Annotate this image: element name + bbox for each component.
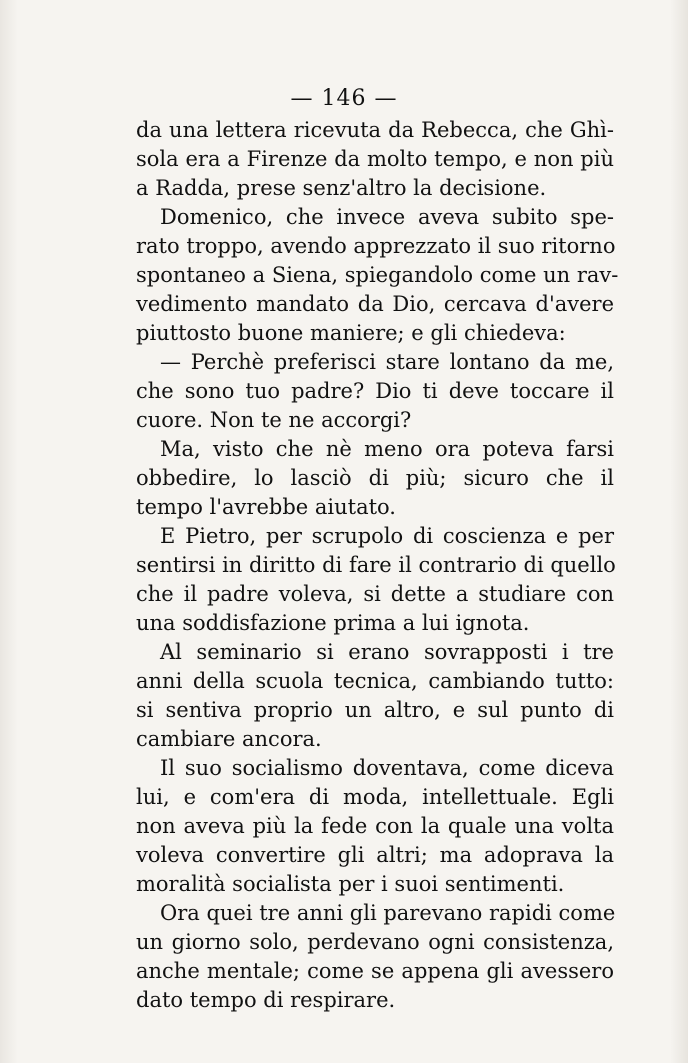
paragraph-8 bbox=[136, 899, 614, 1015]
text-line: anche mentale; come se appena gli avessero bbox=[136, 959, 614, 983]
text-line: Ora quei tre anni gli parevano rapidi come bbox=[160, 901, 616, 925]
text-line: a Radda, prese senz'altro la decisione. bbox=[136, 176, 547, 200]
text-line: che il padre voleva, si dette a studiare con bbox=[136, 582, 614, 606]
text-line: Domenico, che invece aveva subito spe- bbox=[160, 205, 614, 229]
text-line: E Pietro, per scrupolo di coscienza e per bbox=[160, 524, 614, 548]
text-line: rato troppo, avendo apprezzato il suo ritorno bbox=[136, 234, 616, 258]
text-line: voleva convertire gli altri; ma adoprava la bbox=[136, 843, 614, 867]
paragraph-3 bbox=[136, 348, 614, 435]
text-line: cuore. Non te ne accorgi? bbox=[136, 408, 412, 432]
text-line: lui, e com'era di moda, intellettuale. Egli bbox=[136, 785, 614, 809]
paragraph-4 bbox=[136, 435, 614, 522]
paragraph-5 bbox=[136, 522, 614, 638]
text-line: Il suo socialismo doventava, come diceva bbox=[160, 756, 614, 780]
paragraph-2 bbox=[136, 203, 619, 348]
text-line: una soddisfazione prima a lui ignota. bbox=[136, 611, 530, 635]
text-line: moralità socialista per i suoi sentimenti. bbox=[136, 872, 565, 896]
text-line: vedimento mandato da Dio, cercava d'avere bbox=[136, 292, 614, 316]
text-line: obbedire, lo lasciò di più; sicuro che il bbox=[136, 466, 614, 490]
text-line: un giorno solo, perdevano ogni consistenza, bbox=[136, 930, 614, 954]
text-line: che sono tuo padre? Dio ti deve toccare il bbox=[136, 379, 614, 403]
text-line: piuttosto buone maniere; e gli chiedeva: bbox=[136, 321, 566, 345]
text-line: anni della scuola tecnica, cambiando tutto: bbox=[136, 669, 614, 693]
text-line: Al seminario si erano sovrapposti i tre bbox=[160, 640, 614, 664]
paragraph-6 bbox=[136, 638, 614, 754]
text-line: spontaneo a Siena, spiegandolo come un rav- bbox=[136, 263, 619, 287]
text-line: sentirsi in diritto di fare il contrario di quello bbox=[136, 553, 616, 577]
text-line: Ma, visto che nè meno ora poteva farsi bbox=[160, 437, 614, 461]
text-line: non aveva più la fede con la quale una volta bbox=[136, 814, 614, 838]
paragraph-1 bbox=[136, 116, 614, 203]
text-line: da una lettera ricevuta da Rebecca, che Ghì- bbox=[136, 118, 614, 142]
text-line: cambiare ancora. bbox=[136, 727, 322, 751]
text-line: sola era a Firenze da molto tempo, e non più bbox=[136, 147, 614, 171]
text-line: tempo l'avrebbe aiutato. bbox=[136, 495, 396, 519]
text-line: — Perchè preferisci stare lontano da me, bbox=[160, 350, 614, 374]
text-line: dato tempo di respirare. bbox=[136, 988, 396, 1012]
text-line: si sentiva proprio un altro, e sul punto di bbox=[136, 698, 614, 722]
body-text bbox=[136, 116, 619, 1015]
paragraph-7 bbox=[136, 754, 614, 899]
page-number: — 146 — bbox=[290, 86, 398, 111]
